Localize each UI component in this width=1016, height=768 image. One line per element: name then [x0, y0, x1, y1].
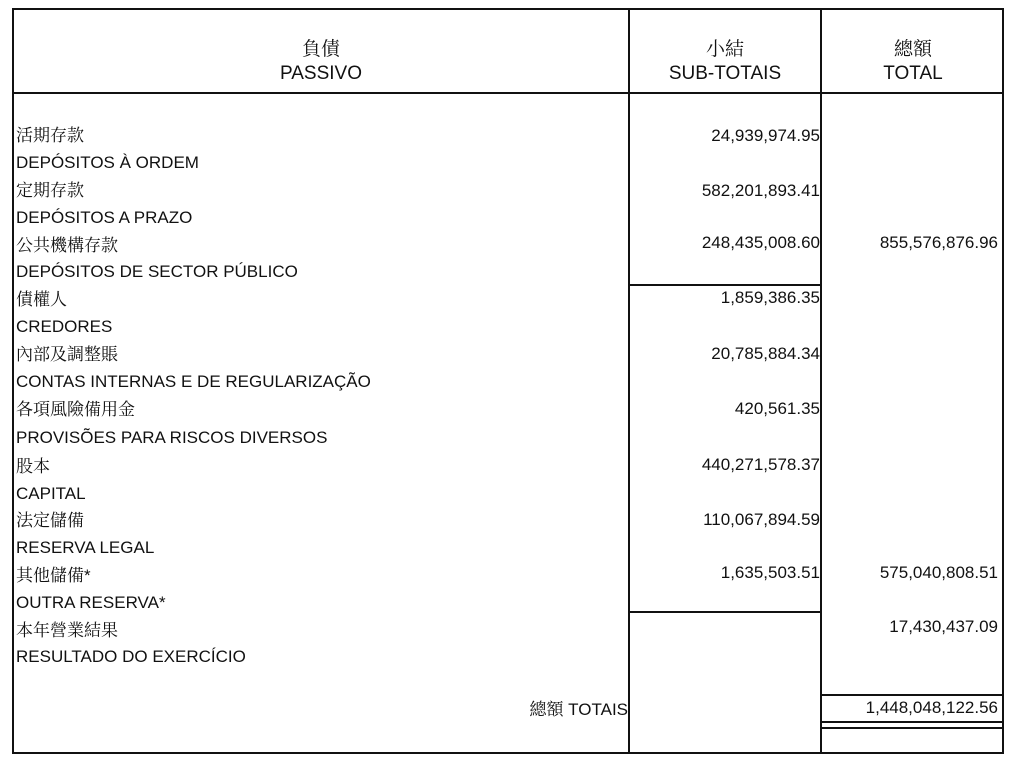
row-label-zh: 股本: [16, 457, 50, 476]
header-subtotais: [630, 38, 820, 86]
header-subtotais-pt: SUB-TOTAIS: [668, 63, 782, 84]
row-subtotal: 440,271,578.37: [701, 455, 820, 474]
row-label-pt: CONTAS INTERNAS E DE REGULARIZAÇÃO: [16, 372, 371, 391]
row-label-pt: CREDORES: [16, 317, 113, 336]
row-total: 17,430,437.09: [889, 617, 998, 636]
row-label-pt: OUTRA RESERVA*: [16, 593, 166, 612]
column-divider-total: [820, 8, 822, 754]
row-label-zh: 各項風險備用金: [16, 400, 135, 419]
row-subtotal: 248,435,008.60: [701, 233, 820, 252]
row-label-pt: CAPITAL: [16, 484, 86, 503]
row-total: 855,576,876.96: [879, 233, 998, 252]
header-divider: [12, 92, 1004, 94]
row-label-pt: DEPÓSITOS DE SECTOR PÚBLICO: [16, 262, 298, 281]
row-label-pt: PROVISÕES PARA RISCOS DIVERSOS: [16, 428, 328, 447]
grand-total-underline-2: [822, 727, 1004, 729]
subtotal-separator-1: [630, 284, 820, 286]
grand-total-value: 1,448,048,122.56: [865, 698, 998, 717]
header-total-zh: 總額: [893, 39, 932, 60]
row-subtotal: 1,859,386.35: [720, 288, 820, 307]
row-label-zh: 活期存款: [16, 126, 84, 145]
row-label-pt: DEPÓSITOS À ORDEM: [16, 153, 199, 172]
header-total: [822, 38, 1004, 86]
header-subtotais-zh: 小結: [705, 39, 744, 60]
header-passivo-zh: 負債: [301, 39, 340, 60]
header-total-pt: TOTAL: [883, 63, 943, 84]
row-subtotal: 24,939,974.95: [711, 126, 820, 145]
row-label-zh: 本年營業結果: [16, 621, 118, 640]
row-label-zh: 其他儲備*: [16, 566, 91, 585]
row-label-zh: 定期存款: [16, 181, 84, 200]
row-subtotal: 110,067,894.59: [703, 510, 820, 529]
row-label-zh: 內部及調整賬: [16, 345, 118, 364]
row-total: 575,040,808.51: [879, 563, 998, 582]
row-label-zh: 法定儲備: [16, 511, 84, 530]
grand-total-label: 總額 TOTAIS: [529, 700, 628, 719]
grand-total-underline-1: [822, 721, 1004, 723]
row-label-zh: 公共機構存款: [16, 236, 118, 255]
row-label-pt: RESULTADO DO EXERCÍCIO: [16, 647, 246, 666]
column-divider-subtotal: [628, 8, 630, 754]
row-subtotal: 420,561.35: [734, 399, 820, 418]
row-label-pt: DEPÓSITOS A PRAZO: [16, 208, 193, 227]
header-passivo: [14, 38, 628, 86]
grand-total-top-line: [822, 694, 1004, 696]
row-label-pt: RESERVA LEGAL: [16, 538, 155, 557]
row-subtotal: 582,201,893.41: [701, 181, 820, 200]
row-subtotal: 20,785,884.34: [711, 344, 820, 363]
row-subtotal: 1,635,503.51: [720, 563, 820, 582]
subtotal-separator-2: [630, 611, 820, 613]
row-label-zh: 債權人: [16, 290, 67, 309]
header-passivo-pt: PASSIVO: [279, 63, 362, 84]
